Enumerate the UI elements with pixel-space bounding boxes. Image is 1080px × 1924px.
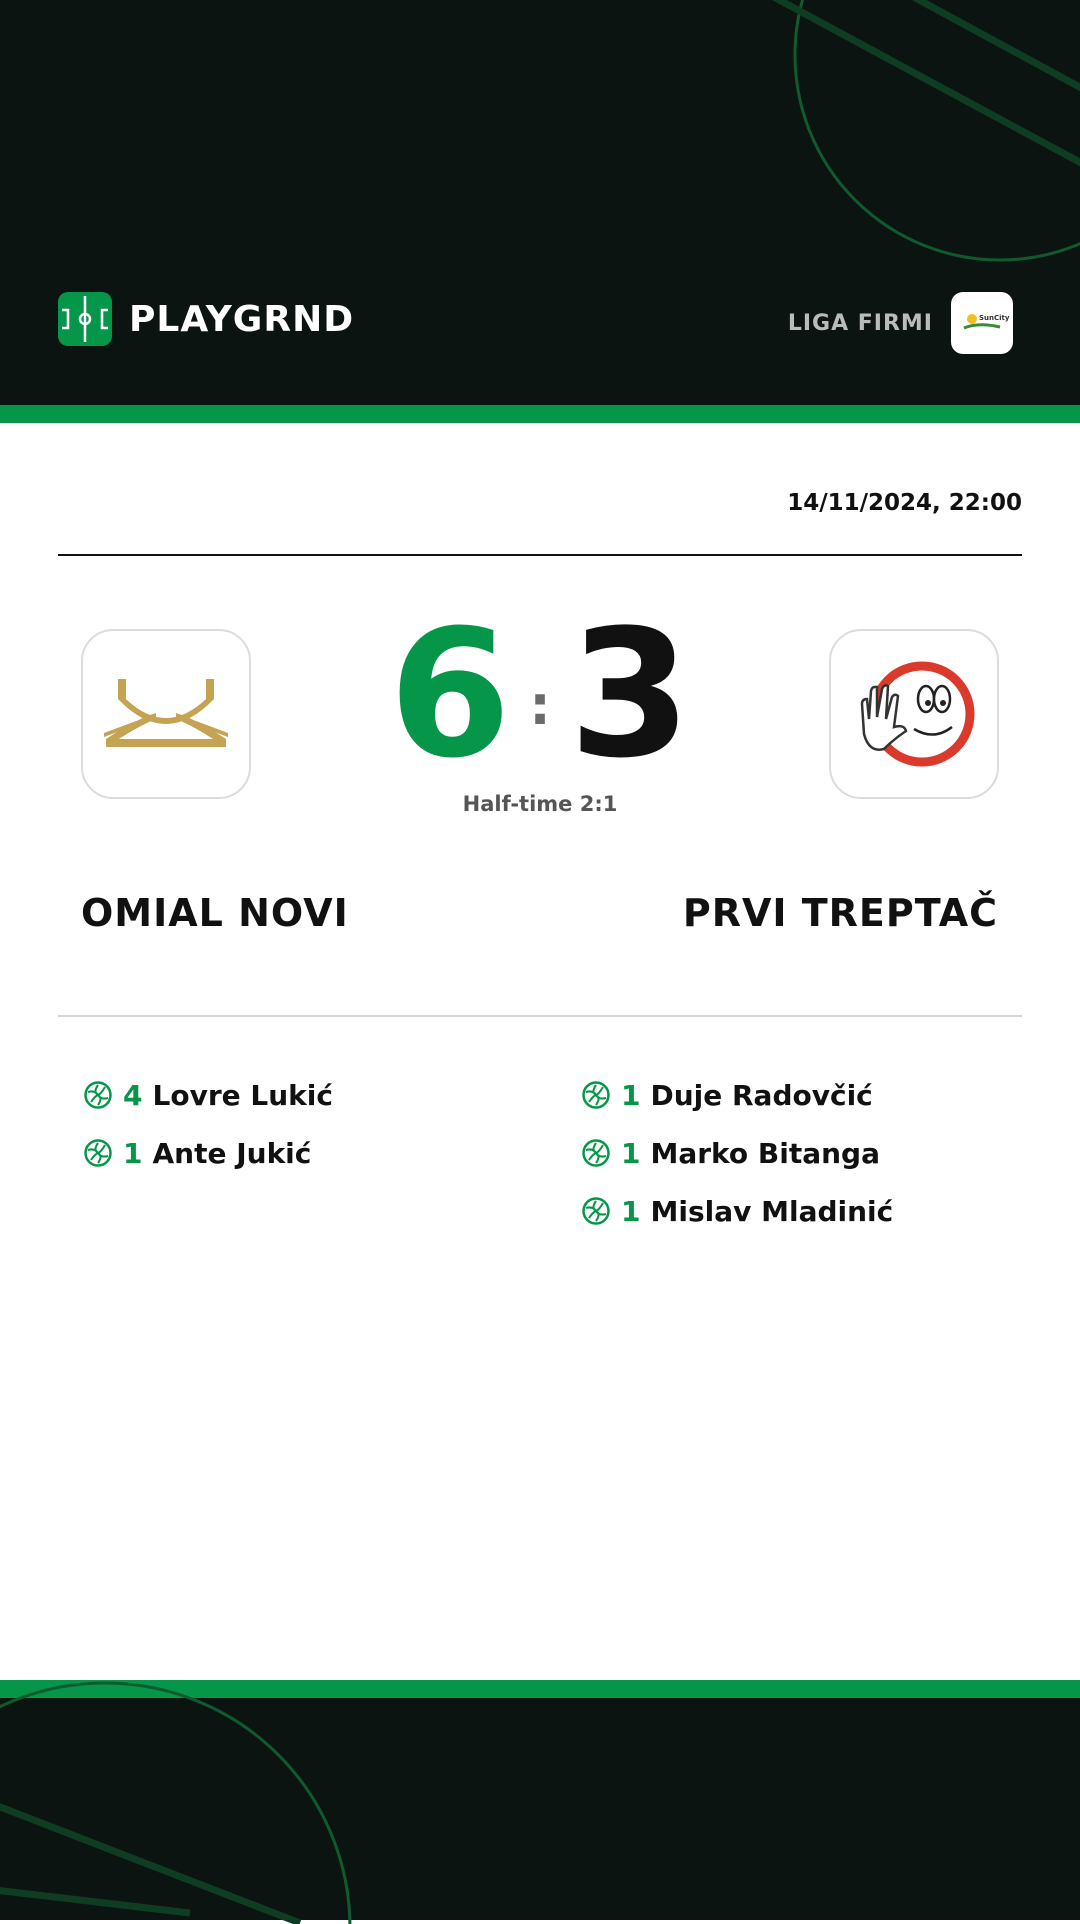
home-score: 6: [388, 592, 512, 797]
away-team-name: PRVI TREPTAČ: [682, 891, 998, 935]
player-name: Duje Radovčić: [650, 1078, 873, 1112]
final-score: [388, 592, 692, 797]
player-name: Lovre Lukić: [152, 1078, 333, 1112]
scorer-item: [83, 1124, 333, 1182]
away-team-logo: [829, 629, 999, 799]
home-team-name: OMIAL NOVI: [81, 891, 349, 935]
home-team-logo: [81, 629, 251, 799]
football-icon: [581, 1080, 611, 1110]
halftime-score: Half-time 2:1: [462, 792, 618, 816]
player-name: Marko Bitanga: [650, 1136, 880, 1170]
league-sponsor-logo: [951, 292, 1013, 354]
goal-count: 1: [621, 1078, 641, 1112]
footer-band: [0, 1698, 1080, 1920]
goal-count: 4: [123, 1078, 143, 1112]
scorer-item: [581, 1182, 893, 1240]
brand: [58, 292, 354, 346]
player-name: Mislav Mladinić: [650, 1194, 894, 1228]
football-icon: [83, 1138, 113, 1168]
league-name: LIGA FIRMI: [787, 310, 933, 336]
football-icon: [581, 1138, 611, 1168]
scorer-item: [83, 1066, 333, 1124]
away-scorers-list: [581, 1066, 893, 1240]
brand-name: PLAYGRND: [129, 298, 355, 340]
accent-stripe-top: [0, 405, 1080, 423]
header-band: [0, 0, 1080, 405]
svg-text:SunCity: SunCity: [979, 314, 1010, 322]
goal-count: 1: [621, 1136, 641, 1170]
scorer-item: [581, 1124, 893, 1182]
player-name: Ante Jukić: [152, 1136, 312, 1170]
score-separator: :: [529, 673, 551, 737]
scorer-item: [581, 1066, 893, 1124]
away-score: 3: [568, 592, 692, 797]
divider: [58, 1015, 1022, 1017]
home-scorers-list: [83, 1066, 333, 1182]
goal-count: 1: [621, 1194, 641, 1228]
football-icon: [581, 1196, 611, 1226]
football-icon: [83, 1080, 113, 1110]
pitch-lines-decoration: [0, 1698, 1080, 1920]
goal-count: 1: [123, 1136, 143, 1170]
match-datetime: 14/11/2024, 22:00: [787, 490, 1022, 516]
pitch-icon: [58, 292, 112, 346]
divider: [58, 554, 1022, 556]
league: [788, 292, 1013, 354]
